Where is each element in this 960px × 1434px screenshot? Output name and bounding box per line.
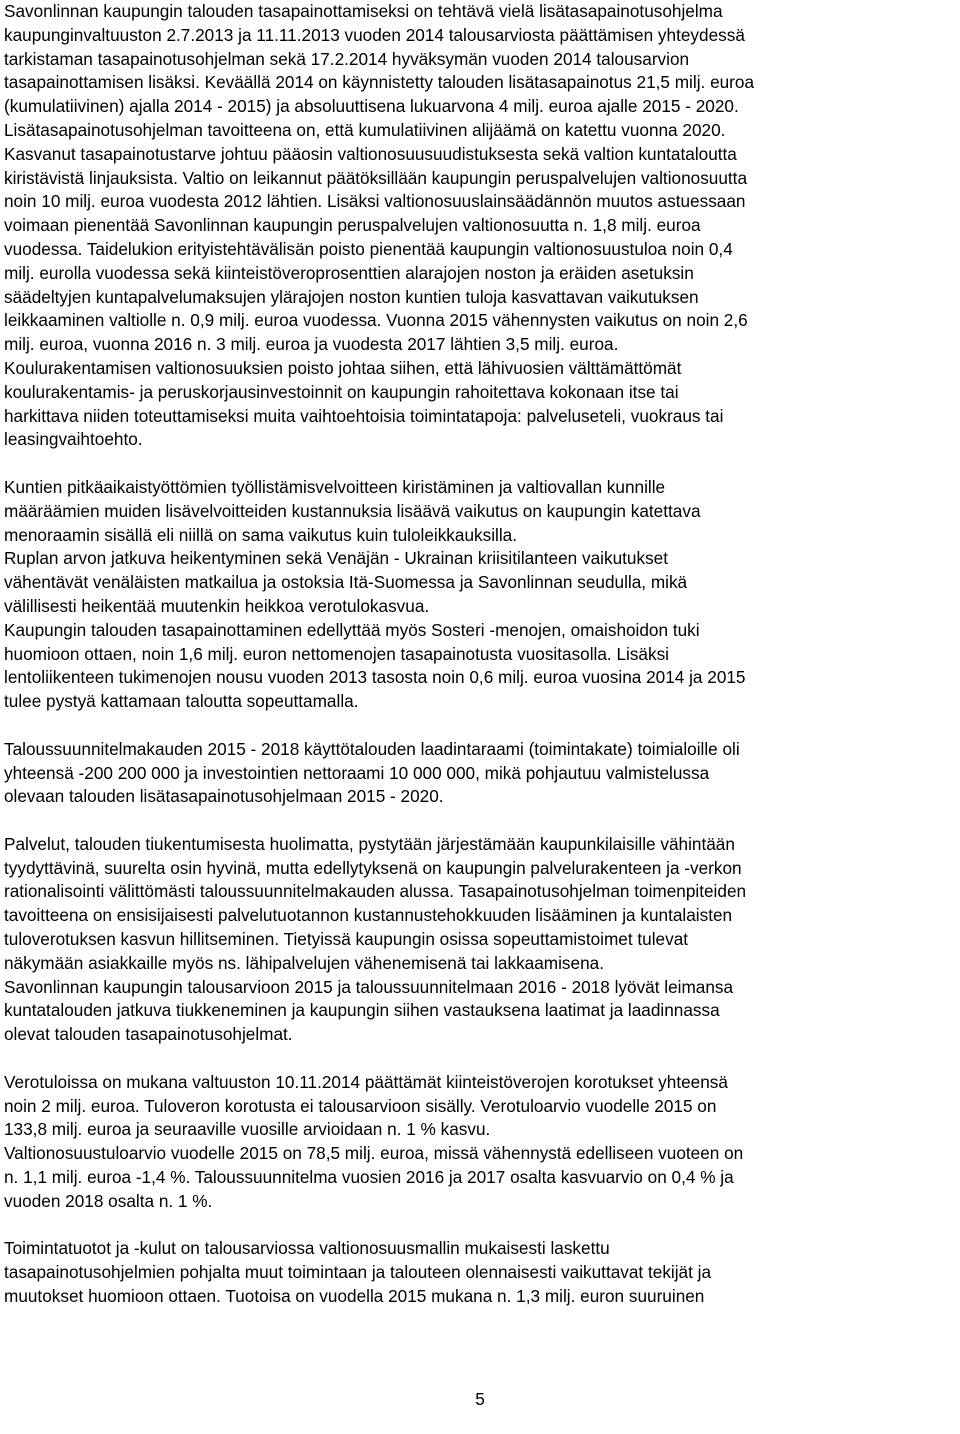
page-number: 5 — [475, 1389, 485, 1409]
paragraph-services: Palvelut, talouden tiukentumisesta huolimatta, pystytään järjestämään kaupunkilaisille vähintään tyydyttävinä, suurelta osin hyvinä, mutta edellytyksenä on kaupungin palvelurakenteen ja -verkon rationalisointi välittömästi taloussuunnitelmakauden alussa. Tasapainotusohjelman toimenpiteiden tavoitteena on ensisijaisesti palvelutuotannon kustannustehokkuuden lisääminen ja kuntalaisten tuloverotuksen kasvun hillitseminen. Tietyissä kaupungin osissa sopeuttamistoimet tulevat näkymään asiakkaille myös ns. lähipalvelujen vähenemisenä tai lakkaamisena. Savonlinnan kaupungin talousarvioon 2015 ja taloussuunnitelmaan 2016 - 2018 lyövät leimansa kuntatalouden jatkuva tiukkeneminen ja kaupungin siihen vastauksena laatimat ja laadinnassa olevat talouden tasapainotusohjelmat. — [4, 833, 747, 1045]
paragraph-gap — [4, 1214, 956, 1238]
paragraph-tax-revenue: Verotuloissa on mukana valtuuston 10.11.2014 päättämät kiinteistöverojen korotukset yhteensä noin 2 milj. euroa. Tuloveron korotusta ei talousarvioon sisälly. Verotuloarvio vuodelle 2015 on 133,8 milj. euroa ja seuraaville vuosille arvioidaan n. 1 % kasvu. Valtionosuustuloarvio vuodelle 2015 on 78,5 milj. euroa, missä vähennystä edelliseen vuoteen on n. 1,1 milj. euroa -1,4 %. Taloussuunnitelma vuosien 2016 ja 2017 osalta kasvuarvio on 0,4 % ja vuoden 2018 osalta n. 1 %. — [4, 1071, 744, 1211]
document-page — [4, 0, 956, 1309]
paragraph-planning-frame: Taloussuunnitelmakauden 2015 - 2018 käyttötalouden laadintaraami (toimintakate) toimialoille oli yhteensä -200 200 000 ja investointien nettoraami 10 000 000, mikä pohjautuu valmistelussa olevaan talouden lisätasapainotusohjelmaan 2015 - 2020. — [4, 738, 740, 807]
paragraph-gap — [4, 1047, 956, 1071]
paragraph-employment-obligations: Kuntien pitkäaikaistyöttömien työllistämisvelvoitteen kiristäminen ja valtiovallan kunnille määräämien muiden lisävelvoitteiden kustannuksia lisäävä vaikutus on kaupungin katettava menoraamin sisällä eli niillä on sama vaikutus kuin tuloleikkauksilla. Ruplan arvon jatkuva heikentyminen sekä Venäjän - Ukrainan kriisitilanteen vaikutukset vähentävät venäläisten matkailua ja ostoksia Itä-Suomessa ja Savonlinnan seudulla, mikä välillisesti heikentää muutenkin heikkoa verotulokasvua. Kaupungin talouden tasapainottaminen edellyttää myös Sosteri -menojen, omaishoidon tuki huomioon ottaen, noin 1,6 milj. euron nettomenojen tasapainotusta vuositasolla. Lisäksi lentoliikenteen tukimenojen nousu vuoden 2013 tasosta noin 0,6 milj. euroa vuosina 2014 ja 2015 tulee pystyä kattamaan taloutta sopeuttamalla. — [4, 476, 746, 712]
paragraph-gap — [4, 809, 956, 833]
paragraph-budget-balancing: Savonlinnan kaupungin talouden tasapainottamiseksi on tehtävä vielä lisätasapainotusohjelma kaupunginvaltuuston 2.7.2013 ja 11.11.2013 vuoden 2014 talousarviosta päättämisen yhteydessä tarkistaman tasapainotusohjelman sekä 17.2.2014 hyväksymän vuoden 2014 talousarvion tasapainottamisen lisäksi. Keväällä 2014 on käynnistetty talouden lisätasapainotus 21,5 milj. euroa (kumulatiivinen) ajalla 2014 - 2015) ja absoluuttisena lukuarvona 4 milj. euroa ajalle 2015 - 2020. Lisätasapainotusohjelman tavoitteena on, että kumulatiivinen alijäämä on katettu vuonna 2020. Kasvanut tasapainotustarve johtuu pääosin valtionosuusuudistuksesta sekä valtion kuntataloutta kiristävistä linjauksista. Valtio on leikannut päätöksillään kaupungin peruspalvelujen valtionosuutta noin 10 milj. euroa vuodesta 2012 lähtien. Lisäksi valtionosuuslainsäädännön muutos astuessaan voimaan pienentää Savonlinnan kaupungin peruspalvelujen valtionosuutta n. 1,8 milj. euroa vuodessa. Taidelukion erityistehtävälisän poisto pienentää kaupungin valtionosuustuloa noin 0,4 milj. eurolla vuodessa sekä kiinteistöveroprosenttien alarajojen noston ja eräiden asetuksin säädeltyjen kuntapalvelumaksujen ylärajojen noston kuntien tuloja kasvattavan vaikutuksen leikkaaminen valtiolle n. 0,9 milj. euroa vuodessa. Vuonna 2015 vähennysten vaikutus on noin 2,6 milj. euroa, vuonna 2016 n. 3 milj. euroa ja vuodesta 2017 lähtien 3,5 milj. euroa. Koulurakentamisen valtionosuuksien poisto johtaa siihen, että lähivuosien välttämättömät koulurakentamis- ja peruskorjausinvestoinnit on kaupungin rahoitettava kokonaan itse tai harkittava niiden toteuttamiseksi muita vaihtoehtoisia toimintatapoja: palveluseteli, vuokraus tai leasingvaihtoehto. — [4, 1, 755, 450]
paragraph-gap — [4, 452, 956, 476]
paragraph-operating-income: Toimintatuotot ja -kulut on talousarviossa valtionosuusmallin mukaisesti laskettu tasapainotusohjelmien pohjalta muut toimintaan ja talouteen olennaisesti vaikuttavat tekijät ja muutokset huomioon ottaen. Tuotoisa on vuodella 2015 mukana n. 1,3 milj. euron suuruinen — [4, 1238, 712, 1307]
paragraph-gap — [4, 714, 956, 738]
